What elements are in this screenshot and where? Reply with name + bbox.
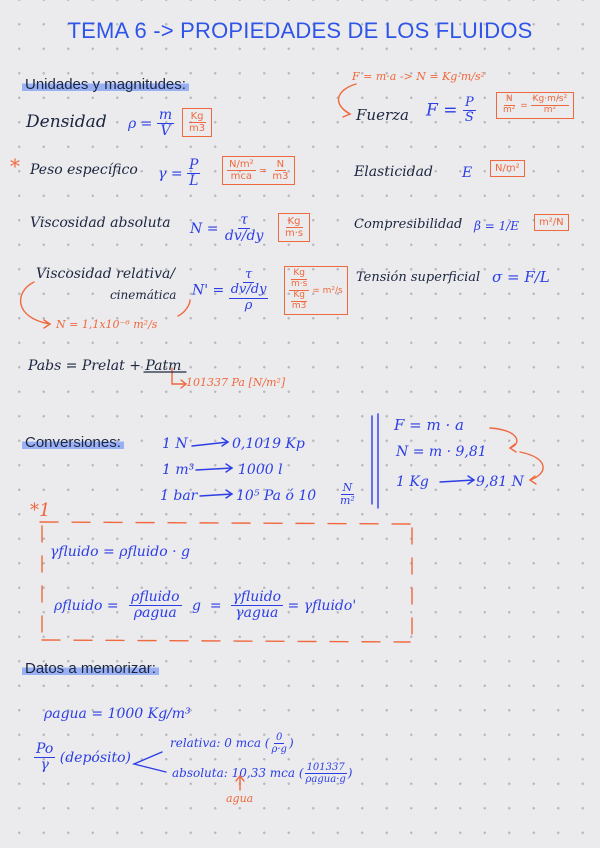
fuerza-label: Fuerza <box>356 106 409 124</box>
fuerza-unit-a-num: N <box>505 94 513 104</box>
conversion-2-from: 1 m³ <box>162 462 195 478</box>
memorize-absoluta: absoluta: 10,33 mca ( $\frac{101337}{\text{ρagua·g}}$ ) <box>172 762 353 785</box>
force-line-2: N = m · 9,81 <box>396 444 487 460</box>
visc-rel-label: Viscosidad relativa/ <box>36 266 176 282</box>
visc-rel-unit-b-num: Kg <box>293 289 305 300</box>
section-datos: Datos a memorizar: <box>22 660 159 677</box>
tension-label: Tensión superficial <box>356 270 481 285</box>
densidad-unit <box>182 108 212 137</box>
visc-abs-formula <box>190 213 265 245</box>
densidad-lhs: ρ = <box>128 115 153 132</box>
memorize-absoluta-label: absoluta: 10,33 mca <box>172 766 296 780</box>
visc-rel-label2: cinemática <box>110 288 177 302</box>
visc-rel-unit-a-num: Kg <box>293 268 305 278</box>
memorize-agua: ρagua = 1000 Kg/m³ <box>44 706 191 722</box>
densidad-den: V <box>160 123 171 140</box>
boxed-eq2-tail: = γfluido' <box>287 597 357 614</box>
conversion-1-to: 0,1019 Kp <box>232 436 305 452</box>
densidad-label: Densidad <box>26 112 107 132</box>
boxed-eq2-num2: γfluido <box>232 589 282 605</box>
visc-rel-unit-a-den: m·s <box>291 278 308 289</box>
memorize-abs-num: 101337 <box>306 762 345 773</box>
boxed-eq2-g: g <box>192 597 201 614</box>
page-title: TEMA 6 -> PROPIEDADES DE LOS FLUIDOS <box>67 18 533 43</box>
boxed-star: *1 <box>30 500 51 521</box>
peso-lhs: γ = <box>158 165 183 182</box>
force-line-3a: 1 Kg <box>396 474 429 490</box>
peso-num: P <box>189 157 199 173</box>
peso-unit-a-den: mca <box>230 171 252 182</box>
memorize-arrow-note: agua <box>226 792 254 805</box>
boxed-eq1 <box>50 544 190 560</box>
densidad-unit-num: Kg <box>190 111 204 122</box>
densidad-unit-den: m3 <box>189 123 206 134</box>
visc-rel-num: τ <box>244 267 253 282</box>
visc-abs-unit-den: m·s <box>285 228 304 239</box>
boxed-eq2-lhs: ρfluido = <box>54 597 119 614</box>
visc-abs-unit <box>278 213 310 242</box>
memorize-rel-num: 0 <box>276 732 283 743</box>
visc-abs-lhs: N = <box>190 220 219 237</box>
fuerza-unit-a-den: m² <box>503 104 516 115</box>
visc-rel-note: N = 1,1x10⁻⁶ m²/s <box>56 318 158 331</box>
boxed-eq2-den2: γagua <box>235 605 279 622</box>
memorize-relativa-label: relativa: 0 mca <box>170 736 261 750</box>
fuerza-unit-b-num: Kg·m/s² <box>532 94 568 104</box>
peso-label: Peso específico <box>30 162 138 178</box>
fuerza-den: S <box>464 110 474 126</box>
fuerza-unit: $\frac{N}{\text{m²}}$ = $\frac{\text{Kg·m/s²}}{\text{m²}}$ <box>496 92 574 119</box>
peso-unit-b-den: m3 <box>272 171 289 182</box>
fuerza-curve-arrow <box>339 84 356 114</box>
presion-formula: Pabs = Prelat + Patm <box>28 358 182 374</box>
boxed-eq2-num: ρfluido <box>131 589 180 605</box>
memorize-deposito: (depósito) <box>59 749 132 766</box>
compresibilidad-label: Compresibilidad <box>354 217 463 232</box>
fuerza-note: F = m·a -> N = Kg·m/s² <box>352 70 486 83</box>
visc-rel-formula <box>192 268 268 313</box>
elasticidad-unit: N/m² <box>490 160 525 177</box>
boxed-eq2-den: ρagua <box>133 605 177 622</box>
visc-rel-unit-result: = m²/s <box>312 285 343 296</box>
fuerza-unit-b-den: m² <box>543 104 557 115</box>
visc-abs-num: τ <box>240 212 248 228</box>
visc-rel-den: ρ <box>244 297 253 313</box>
fuerza-num: P <box>464 95 474 110</box>
fuerza-formula <box>426 96 476 126</box>
densidad-num: m <box>158 107 173 123</box>
memorize-relativa: relativa: 0 mca ( $\frac{0}{\rho\cdot g}$ ) <box>170 732 294 755</box>
compresibilidad-unit: m²/N <box>534 214 569 231</box>
visc-abs-den: dv/dy <box>224 228 264 245</box>
memorize-po <box>34 742 131 774</box>
conversion-1-from: 1 N <box>162 436 188 452</box>
memorize-rel-den: ρ·g <box>271 744 287 755</box>
conversion-3-frac-den: m² <box>340 494 355 508</box>
elasticidad-symbol: E <box>462 165 473 181</box>
visc-rel-curve-arrow <box>21 282 50 324</box>
presion-note: 101337 Pa [N/m²] <box>186 376 286 389</box>
compresibilidad-formula: β = 1/E <box>474 219 520 233</box>
memorize-po-num: Po <box>36 741 54 757</box>
section-unidades: Unidades y magnitudes: <box>22 76 189 93</box>
elasticidad-label: Elasticidad <box>354 164 433 180</box>
visc-rel-unit <box>284 266 348 315</box>
force-line-3b: 9,81 N <box>476 474 524 490</box>
force-line-1: F = m · a <box>394 416 464 434</box>
conversion-2-to: 1000 l <box>238 462 283 478</box>
boxed-eq1-rhs: = ρfluido · g <box>103 544 190 560</box>
conversion-3-frac-num: N <box>342 481 353 494</box>
memorize-abs-den: ρagua·g <box>305 774 346 785</box>
visc-rel-unit-b-den: m3 <box>291 300 307 311</box>
peso-unit-b-num: N <box>276 159 285 170</box>
peso-formula <box>158 158 200 190</box>
visc-rel-mid: dv/dy <box>230 282 267 298</box>
memorize-po-den: γ <box>40 757 49 774</box>
conversion-3-from: 1 bar <box>160 488 198 504</box>
section-conversiones: Conversiones: <box>22 434 124 451</box>
peso-star: * <box>10 154 20 178</box>
conversion-3-to: 10⁵ Pa ó 10 <box>236 488 317 504</box>
peso-den: L <box>189 173 199 190</box>
tension-formula: σ = F/L <box>492 268 550 286</box>
visc-abs-unit-num: Kg <box>287 216 301 227</box>
peso-unit-a-num: N/m² <box>229 159 254 170</box>
fuerza-lhs: F = <box>426 100 458 121</box>
boxed-eq2: ρfluido = $\frac{\text{ρfluido}}{\text{ρagua}}$ g = $\frac{\text{γfluido}}{\text{γagua}}$ = γfluido' <box>54 589 357 622</box>
visc-abs-label: Viscosidad absoluta <box>30 215 171 231</box>
conversion-3-frac <box>338 482 357 507</box>
visc-rel-lhs: N' = <box>192 282 225 299</box>
boxed-eq1-lhs: γfluido <box>50 544 99 560</box>
densidad-formula <box>128 108 174 140</box>
peso-unit: $\frac{\text{N/m²}}{\text{mca}}$ = $\frac{N}{m3}$ <box>222 156 295 185</box>
